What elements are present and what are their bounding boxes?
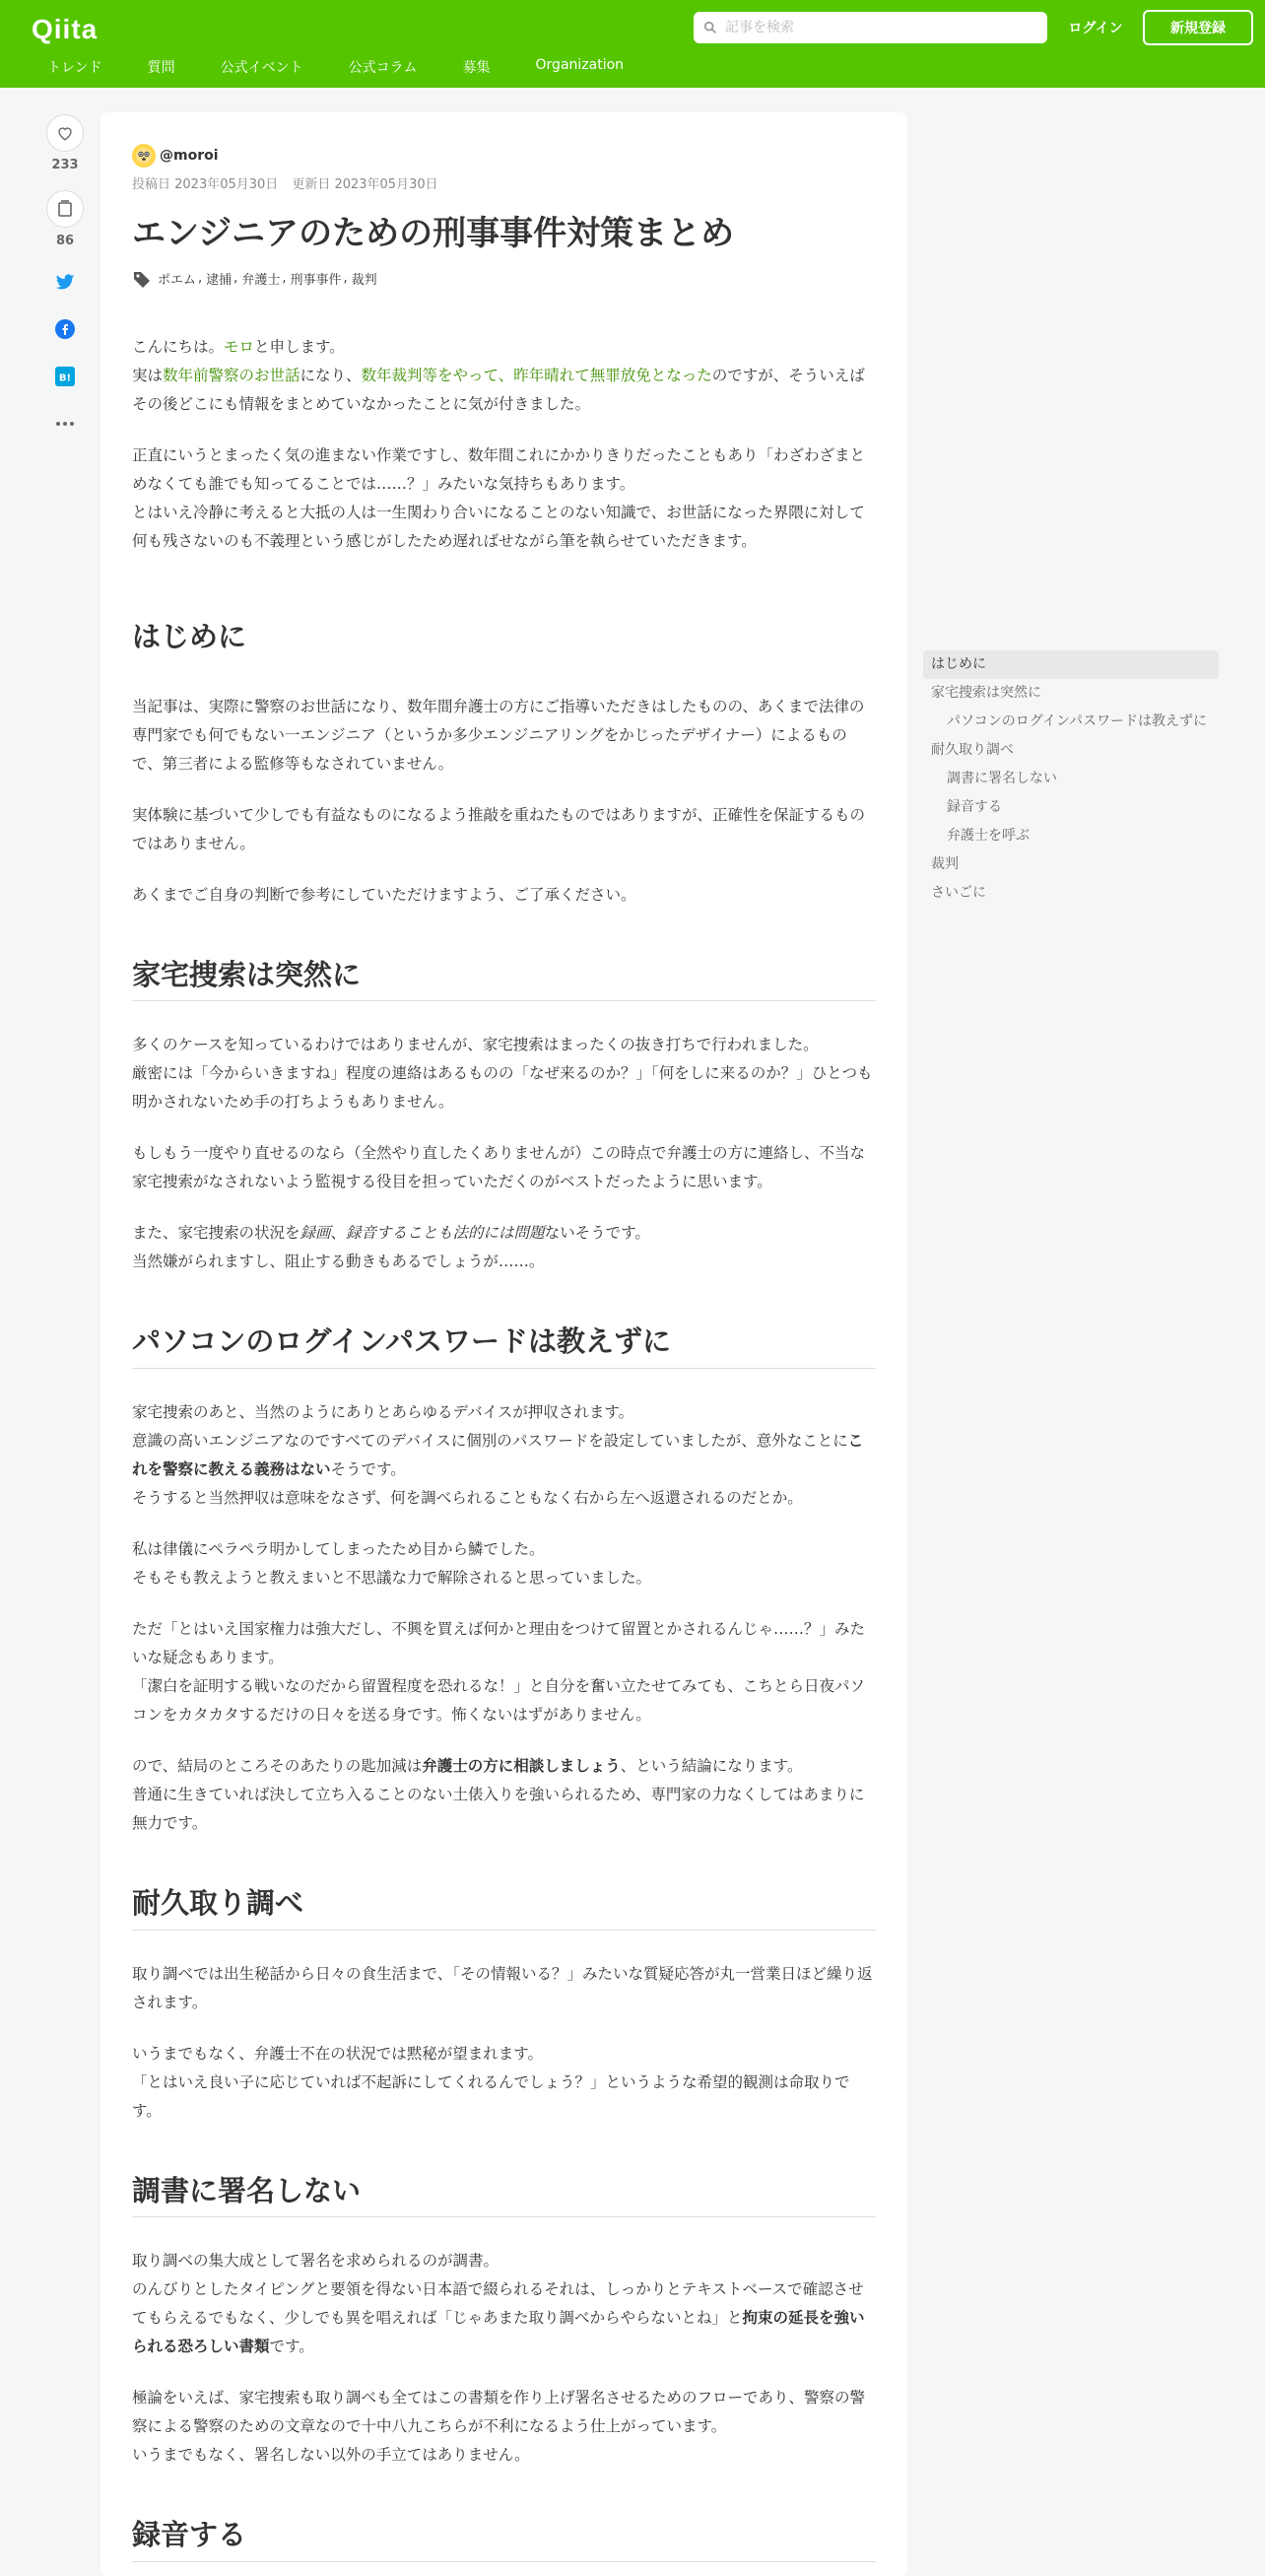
article-dates: [132, 173, 876, 192]
facebook-icon: [55, 319, 75, 339]
tag-lawyer[interactable]: 弁護士: [241, 273, 281, 289]
article-card: [100, 112, 907, 2576]
avatar[interactable]: [132, 144, 156, 168]
article-body: [132, 333, 876, 2562]
paragraph: ので、結局のところそのあたりの匙加減は弁護士の方に相談しましょう、という結論になります。 普通に生きていれば決して立ち入ることのない土俵入りを強いられるため、専門家の力なくしてはあまりに無力です。: [132, 1756, 865, 1832]
acquittal-article-link[interactable]: 数年裁判等をやって、昨年晴れて無罪放免となった: [361, 367, 712, 385]
article-actions: [45, 114, 85, 436]
nav-questions[interactable]: 質問: [147, 60, 175, 76]
paragraph: あくまでご自身の判断で参考にしていただけますよう、ご了承ください。: [132, 885, 636, 904]
table-of-contents: [923, 650, 1219, 908]
paragraph: こんにちは。モロと申します。 実は数年前警察のお世話になり、数年裁判等をやって、昨年晴れて無罪放免となったのですが、そういえばその後どこにも情報をまとめていなかったことに気が付きました。: [132, 338, 865, 414]
login-button[interactable]: ログイン: [1068, 21, 1123, 36]
global-header: [0, 0, 1265, 88]
paragraph: 取り調べの集大成として署名を求められるのが調書。 のんびりとしたタイピングと要領を得ない日本語で綴られるそれは、しっかりとテキストベースで確認させてもらえるでもなく、少しでも異を唱えれば「じゃあまた取り調べからやらないとね」と拘束の延長を強いられる恐ろしい書類です。: [132, 2252, 865, 2356]
paragraph: また、家宅捜索の状況を録画、録音することも法的には問題ないそうです。 当然嫌がられますし、阻止する動きもあるでしょうが……。: [132, 1224, 650, 1271]
updated-date: 更新日 2023年05月30日: [292, 177, 438, 192]
toc-item[interactable]: はじめに: [923, 650, 1219, 679]
stock-icon: [57, 200, 73, 218]
search-icon: [703, 21, 717, 34]
paragraph: 家宅捜索のあと、当然のようにありとあらゆるデバイスが押収されます。 意識の高いエンジニアなのですべてのデバイスに個別のパスワードを設定していましたが、意外なことにこれを警察に教える義務はないそうです。 そうすると当然押収は意味をなさず、何を調べられることもなく右から左へ返還されるのだとか。: [132, 1402, 864, 1507]
tag-trial[interactable]: 裁判: [351, 273, 377, 289]
nav-recruit[interactable]: 募集: [462, 60, 491, 76]
header-nav: [32, 57, 653, 77]
nav-columns[interactable]: 公式コラム: [348, 60, 418, 76]
tag-list: ポエム , 逮捕 , 弁護士 , 刑事事件 , 裁判: [132, 269, 876, 288]
qiita-logo[interactable]: Qiita: [32, 14, 99, 44]
heading-interrogation: 耐久取り調べ: [132, 1883, 876, 1931]
toc-item[interactable]: 弁護士を呼ぶ: [947, 828, 1030, 844]
paragraph: 取り調べでは出生秘話から日々の食生活まで、「その情報いる？」みたいな質疑応答が丸一営業日ほど繰り返されます。: [132, 1964, 873, 2011]
author-link[interactable]: モロ: [224, 338, 255, 357]
stock-button[interactable]: [46, 190, 84, 228]
police-article-link[interactable]: 数年前警察のお世話: [163, 367, 300, 385]
toc-item[interactable]: さいごに: [931, 885, 986, 901]
toc-item[interactable]: 録音する: [947, 799, 1002, 815]
heading-statement: 調書に署名しない: [132, 2171, 876, 2218]
avatar-face-icon: [135, 147, 153, 165]
paragraph: 私は律儀にペラペラ明かしてしまったため目から鱗でした。 そもそも教えようと教えまいと不思議な力で解除されると思っていました。: [132, 1539, 652, 1587]
hatena-icon: [55, 367, 75, 386]
toc-item[interactable]: 家宅捜索は突然に: [931, 685, 1041, 701]
nav-events[interactable]: 公式イベント: [220, 60, 303, 76]
tag-arrest[interactable]: 逮捕: [206, 273, 233, 289]
paragraph: 極論をいえば、家宅捜索も取り調べも全てはこの書類を作り上げ署名させるためのフローであり、警察の警察による警察のための文章なので十中八九こちらが不利になるよう仕上がっています。 いうまでもなく、署名しない以外の手立てはありません。: [132, 2389, 866, 2465]
more-icon: [55, 421, 75, 427]
tag-icon: [132, 270, 152, 288]
stock-count: 86: [55, 234, 75, 248]
heading-intro: はじめに: [132, 620, 247, 654]
search-box[interactable]: [694, 12, 1047, 43]
nav-organization[interactable]: Organization: [535, 57, 625, 73]
facebook-share[interactable]: [45, 317, 85, 341]
heading-password: パソコンのログインパスワードは教えずに: [132, 1322, 876, 1369]
twitter-icon: [55, 274, 75, 291]
like-button[interactable]: [46, 114, 84, 152]
toc-item[interactable]: 耐久取り調べ: [931, 742, 1014, 758]
hatena-share[interactable]: [45, 365, 85, 388]
paragraph: 当記事は、実際に警察のお世話になり、数年間弁護士の方にご指導いただきはしたものの、あくまで法律の専門家でも何でもない一エンジニア（というか多少エンジニアリングをかじったデザイナー）によるもので、第三者による監修等もなされていません。: [132, 697, 865, 773]
signup-button[interactable]: 新規登録: [1143, 10, 1253, 45]
svg-text:B!: B!: [58, 373, 72, 384]
author[interactable]: [132, 144, 876, 168]
author-name[interactable]: @moroi: [160, 148, 219, 164]
heart-icon: [56, 124, 74, 142]
heading-search: 家宅捜索は突然に: [132, 955, 876, 1002]
toc-item[interactable]: 裁判: [931, 856, 959, 872]
nav-trend[interactable]: トレンド: [47, 60, 102, 76]
paragraph: 多くのケースを知っているわけではありませんが、家宅捜索はまったくの抜き打ちで行われました。 厳密には「今からいきますね」程度の連絡はあるものの「なぜ来るのか？」「何をしに来るのか？」ひとつも明かされないため手の打ちようもありません。: [132, 1036, 873, 1112]
more-button[interactable]: [45, 412, 85, 436]
tag-poem[interactable]: ポエム: [158, 273, 197, 289]
posted-date: 投稿日 2023年05月30日: [132, 177, 279, 192]
search-input[interactable]: [725, 20, 1021, 35]
paragraph: 正直にいうとまったく気の進まない作業ですし、数年間これにかかりきりだったこともあり「わざわざまとめなくても誰でも知ってることでは……？」みたいな気持ちもあります。 とはいえ冷静に考えると大抵の人は一生関わり合いになることのない知識で、お世話になった界隈に対して何も残さないのも不義理という感じがしたため遅ればせながら筆を執らせていただきます。: [132, 446, 866, 551]
toc-item[interactable]: 調書に署名しない: [947, 771, 1057, 786]
article-title: エンジニアのための刑事事件対策まとめ: [132, 214, 735, 253]
like-count: 233: [51, 158, 79, 172]
toc-item[interactable]: パソコンのログインパスワードは教えずに: [947, 713, 1208, 729]
tag-criminal-case[interactable]: 刑事事件: [290, 273, 342, 289]
twitter-share[interactable]: [45, 270, 85, 294]
paragraph: 実体験に基づいて少しでも有益なものになるよう推敲を重ねたものではありますが、正確性を保証するものではありません。: [132, 805, 866, 852]
paragraph: いうまでもなく、弁護士不在の状況では黙秘が望まれます。 「とはいえ良い子に応じていれば不起訴にしてくれるんでしょう？」というような希望的観測は命取りです。: [132, 2044, 850, 2120]
paragraph: もしもう一度やり直せるのなら（全然やり直したくありませんが）この時点で弁護士の方に連絡し、不当な家宅捜索がなされないよう監視する役目を担っていただくのがベストだったように思います。: [132, 1144, 866, 1191]
paragraph: ただ「とはいえ国家権力は強大だし、不興を買えば何かと理由をつけて留置とかされるんじゃ……？」みたいな疑念もあります。 「潔白を証明する戦いなのだから留置程度を恐れるな！」と自分を奮い立たせてみても、こちとら日夜パソコンをカタカタするだけの日々を送る身です。怖くないはずがありません。: [132, 1619, 866, 1724]
heading-recording: 録音する: [132, 2515, 876, 2562]
